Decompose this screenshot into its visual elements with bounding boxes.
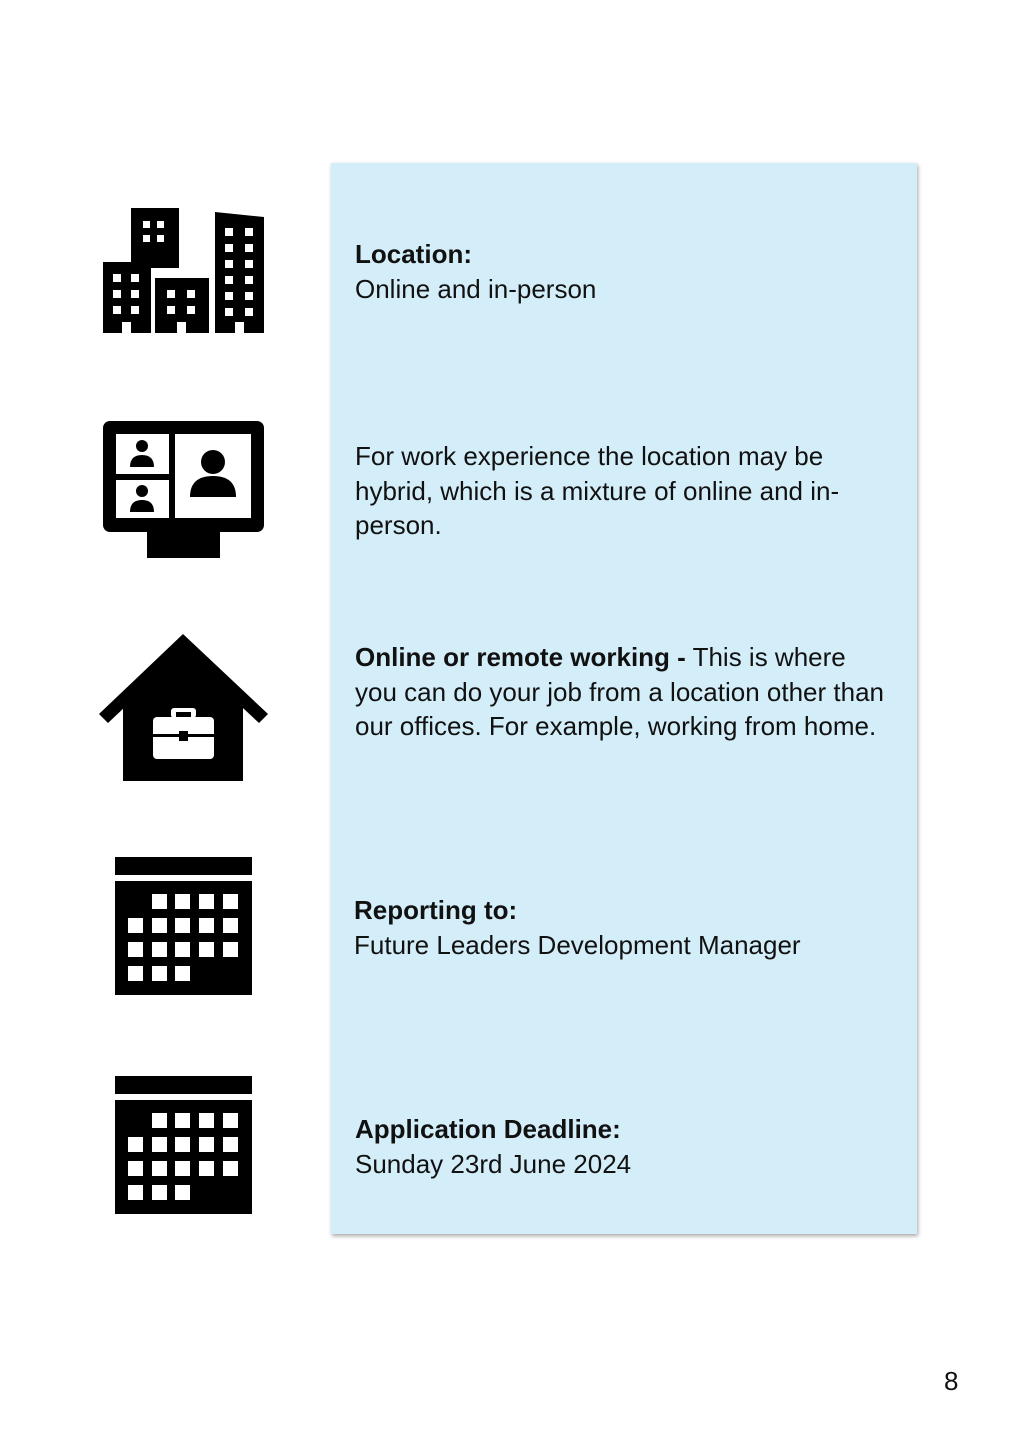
location-block <box>355 237 895 306</box>
reporting-value: Future Leaders Development Manager <box>354 929 801 960</box>
deadline-heading: Application Deadline: <box>355 1114 621 1144</box>
deadline-block <box>355 1112 895 1181</box>
remote-working-text: This is where you can do your job from a location other than our offices. For example, working from home. <box>355 642 884 741</box>
location-value: Online and in-person <box>355 273 597 304</box>
reporting-heading: Reporting to: <box>354 895 518 925</box>
video-call-monitor-icon <box>103 421 264 558</box>
location-heading: Location: <box>355 239 472 269</box>
calendar-icon <box>115 1076 252 1214</box>
hybrid-text: For work experience the location may be hybrid, which is a mixture of online and in-person. <box>355 441 840 540</box>
home-office-icon <box>99 634 268 781</box>
hybrid-block <box>355 439 880 543</box>
remote-working-term: Online or remote working - <box>355 642 686 672</box>
reporting-block <box>354 893 894 962</box>
office-buildings-icon <box>103 208 264 333</box>
deadline-value: Sunday 23rd June 2024 <box>355 1148 632 1179</box>
remote-working-block <box>355 640 890 744</box>
page-number: 8 <box>944 1366 959 1396</box>
calendar-icon <box>115 857 252 995</box>
